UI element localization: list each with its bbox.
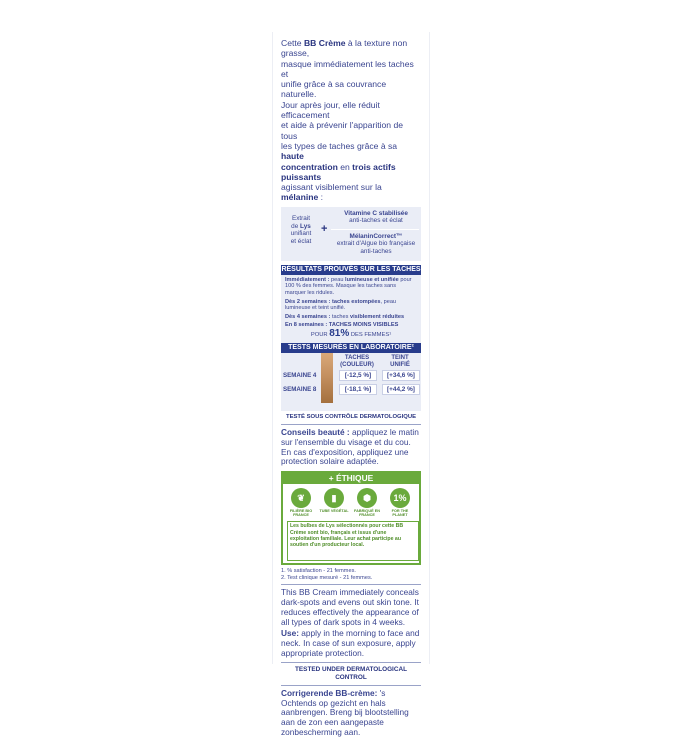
melanin-sub: extrait d'Algue bio française <box>336 240 416 248</box>
beauty-tips <box>281 428 421 467</box>
intro-line: agissant visiblement sur la <box>281 182 382 193</box>
intro-line: masque immédiatement les taches et <box>281 58 414 79</box>
intro-bold: mélanine <box>281 192 319 203</box>
melanin-correct <box>333 233 419 255</box>
tube-icon: ▮ TUBE VÉGÉTAL <box>319 488 349 513</box>
tips-text: appliquez le matin <box>349 426 419 437</box>
dutch-label: Corrigerende BB-crème: <box>281 687 378 698</box>
ethique-text: Les bulbes de Lys sélectionnés pour cette BB Crème sont bio, français et issus d'une exploitation familiale. Leur achat participe au soutien d'un producteur local. <box>287 521 419 561</box>
lys-line: de <box>291 222 301 230</box>
tests-header: TESTS MESURÉS EN LABORATOIRE² <box>281 343 421 353</box>
result-text: taches <box>330 313 350 320</box>
logo-label: FILIÈRE BIO FRANCE <box>289 509 313 518</box>
result-text: pour 100 % des femmes. Masque les taches sans marquer les ridules. <box>285 276 412 296</box>
planet-badge-icon: 1% FOR THE PLANET <box>385 488 415 517</box>
ethique-header: + ÉTHIQUE <box>283 473 419 484</box>
result-bold: taches estompées <box>331 298 381 305</box>
lys-extract <box>281 215 321 246</box>
value-cell: [-18,1 %] <box>339 384 377 395</box>
lys-line: unifiant <box>290 230 312 238</box>
intro-line: Jour après jour, elle réduit efficacement <box>281 99 380 121</box>
value-cell: [+34,6 %] <box>382 370 420 381</box>
vitamin-c <box>333 210 419 225</box>
intro-bold: BB Crème <box>303 38 346 48</box>
results-header: RÉSULTATS PROUVÉS SUR LES TACHES <box>281 265 421 273</box>
tests-table <box>281 353 421 411</box>
divider <box>281 584 421 585</box>
ethique-box <box>281 471 421 565</box>
intro-bold: concentration <box>281 161 338 172</box>
skin-tone-gradient <box>321 353 333 403</box>
france-map-icon: ⬢ FABRIQUÉ EN FRANCE <box>352 488 382 517</box>
lys-line: et éclat <box>290 238 312 246</box>
footnotes <box>281 568 421 581</box>
product-box-panel <box>272 32 430 738</box>
vitamin-c-title: Vitamine C stabilisée <box>344 209 408 217</box>
melanin-title: MélaninCorrect™ <box>349 232 403 240</box>
row-week-8: SEMAINE 8 <box>283 385 317 393</box>
tips-text: En cas d'exposition, appliquez une <box>281 446 409 457</box>
intro-line: à la texture non grasse, <box>281 38 408 59</box>
result-text: , peau lumineuse et teint unifié. <box>285 298 397 312</box>
plus-sign: + <box>321 222 328 235</box>
pct-pre: POUR <box>310 331 330 338</box>
lys-line: Extrait <box>291 214 311 222</box>
intro-bold: trois actifs puissants <box>281 161 396 182</box>
result-bold: TACHES MOINS VISIBLES <box>327 322 399 329</box>
intro-line: et aide à prévenir l'apparition de tous <box>281 120 404 141</box>
tips-label: Conseils beauté : <box>281 426 350 437</box>
intro-line: en <box>337 161 353 172</box>
actives-divider <box>331 229 419 230</box>
result-label: Dès 4 semaines : <box>285 313 331 320</box>
divider <box>281 424 421 425</box>
melanin-sub: anti-taches <box>360 247 392 255</box>
result-bold: visiblement réduites <box>350 313 405 320</box>
lys-bold: Lys <box>300 222 311 230</box>
intro-line: les types de taches grâce à sa <box>281 140 398 151</box>
value-cell: [+44,2 %] <box>382 384 420 395</box>
use-label: Use: <box>281 628 299 639</box>
divider <box>281 685 421 686</box>
result-bold: lumineuse et unifiée <box>345 276 399 283</box>
use-text: apply in the morning to face and neck. In case of sun exposure, apply appropriate protection. <box>281 628 420 659</box>
actives-panel <box>281 207 421 261</box>
result-text: peau <box>329 276 346 283</box>
divider <box>281 662 421 663</box>
result-label: Dès 2 semaines : <box>285 298 331 305</box>
intro-text <box>281 38 421 203</box>
value-cell: [-12,5 %] <box>339 370 377 381</box>
logo-label: FOR THE PLANET <box>391 509 409 518</box>
col-header-spots: TACHES (COULEUR) <box>340 354 374 368</box>
footnote: 2. Test clinique mesuré - 21 femmes. <box>281 574 373 581</box>
tips-text: protection solaire adaptée. <box>281 456 379 467</box>
dutch-text: 's Ochtends op gezicht en hals aanbrengen. Breng bij blootstelling aan de zon een aangepaste zonbescherming aan. <box>281 687 409 738</box>
percentage-line <box>285 329 417 340</box>
logo-label: FABRIQUÉ EN FRANCE <box>354 509 380 518</box>
intro-line: unifie grâce à sa couvrance naturelle. <box>281 79 387 100</box>
tested-note: TESTED UNDER DERMATOLOGICAL CONTROL <box>295 665 407 681</box>
result-label: En 8 semaines : <box>285 322 328 329</box>
intro-line: : <box>318 192 324 203</box>
intro-line: Cette <box>281 38 304 48</box>
english-description: This BB Cream immediately conceals dark-spots and evens out skin tone. It reduces effectively the appearance of all types of dark spots in 4 weeks. <box>281 587 419 627</box>
col-header-tone: TEINT UNIFIÉ <box>390 354 410 368</box>
vitamin-c-sub: anti-taches et éclat <box>349 217 403 225</box>
leaf-icon: ❦ FILIÈRE BIO FRANCE <box>286 488 316 517</box>
dermatological-note: TESTÉ SOUS CONTRÔLE DERMATOLOGIQUE <box>285 413 417 420</box>
pct-post: DES FEMMES¹ <box>349 331 392 338</box>
results-panel <box>281 275 421 343</box>
logo-label: TUBE VÉGÉTAL <box>319 509 349 514</box>
tips-text: sur l'ensemble du visage et du cou. <box>281 436 411 447</box>
row-week-4: SEMAINE 4 <box>283 371 317 379</box>
panel-content <box>281 38 421 738</box>
pct-value: 81% <box>329 327 350 339</box>
footnote: 1. % satisfaction - 21 femmes. <box>281 568 356 575</box>
result-label: Immédiatement : <box>285 276 330 283</box>
intro-bold: haute <box>281 151 304 162</box>
